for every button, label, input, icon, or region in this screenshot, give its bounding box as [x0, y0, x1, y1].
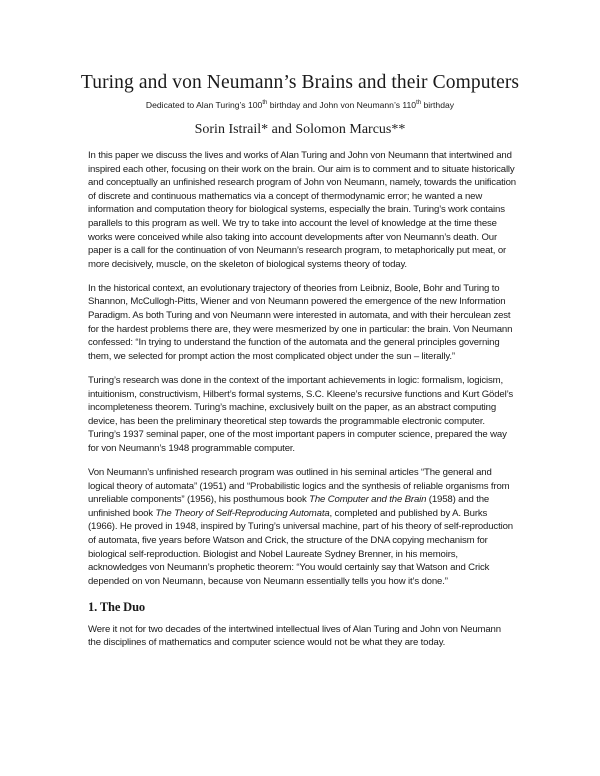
paper-title: Turing and von Neumann’s Brains and their Computers — [80, 72, 520, 93]
section-heading: 1. The Duo — [88, 599, 145, 614]
authors: Sorin Istrail* and Solomon Marcus** — [194, 122, 406, 137]
dedication-text-2: birthday and John von Neumann’s 110 — [267, 100, 417, 110]
dedication-sup-2: th — [416, 100, 422, 107]
dedication-text-3: birthday — [421, 100, 455, 110]
section-1-paragraph: Were it not for two decades of the intertwined intellectual lives of Alan Turing and John von Neumann the disciplines of mathematics and computer science would not be what they are today. — [88, 623, 501, 649]
book-title-computer-and-brain: The Computer and the Brain — [309, 494, 427, 506]
book-title-self-reproducing-automata: The Theory of Self-Reproducing Automata — [155, 507, 330, 519]
paragraph-4-text-a: Von Neumann’s unfinished research program was outlined in his seminal articles “The general and logical theory of automata” (1951) and “Probabilistic logics and the synthesis of reliable organisms from unreliable components” (1956), his posthumous book — [88, 466, 510, 506]
paragraph-1: In this paper we discuss the lives and works of Alan Turing and John von Neumann that intertwined and inspired each other, focusing on their work on the brain. Our aim is to comment and to situate historically and conceptually an unfinished research program of John von Neumann, namely, towards the unification of discrete and continuous mathematics via a concept of thermodynamic error; he wanted a new information and computation theory for biological systems, especially the brain. Turing’s work contains parallels to this program as well. We try to take into account the level of knowledge at the time these works were conceived while also taking into account developments after von Neumann’s death. Our paper is a call for the continuation of von Neumann’s research program, to metaphorically put meat, or more decisively, muscle, on the skeleton of biological systems theory of today. — [88, 150, 516, 270]
dedication-sup-1: th — [262, 100, 268, 107]
paragraph-3: Turing’s research was done in the context of the important achievements in logic: formalism, logicism, intuitionism, constructivism, Hilbert’s formal systems, S.C. Kleene’s recursive functions and Kurt Gödel’s incompleteness theorem. Turing’s machine, exclusively built on the paper, as an abstract computing device, has been the preliminary theoretical step towards the programmable electronic computer. Turing’s 1937 seminal paper, one of the most important papers in computer science, prepared the way for von Neumann’s 1948 programmable computer. — [88, 374, 514, 454]
dedication — [0, 100, 600, 110]
dedication-text-1: Dedicated to Alan Turing’s 100 — [145, 100, 263, 110]
paragraph-4-text-e: , completed and published by A. Burks (1966). He proved in 1948, inspired by Turing’s universal machine, part of his theory of self-reproduction of automata, five years before Watson and Crick, the structure of the DNA copying mechanism for biological self-reproduction. Biologist and Nobel Laureate Sydney Brenner, in his memoirs, acknowledges von Neumann’s prophetic theorem: “You would certainly say that Watson and Crick depended on von Neumann, because von Neumann essentially tells you how it’s done.” — [88, 507, 513, 587]
paper-body — [88, 149, 516, 661]
paragraph-2: In the historical context, an evolutionary trajectory of theories from Leibniz, Boole, Bohr and Turing to Shannon, McCullogh-Pitts, Wiener and von Neumann powered the emergence of the new Information Paradigm. As both Turing and von Neumann were interested in automata, and with their herculean zest for the hardest problems there are, they were mesmerized by one in particular: the brain. Von Neumann confessed: “In trying to understand the function of the automata and the general principles governing them, we selected for prompt action the most complicated object under the sun – literally.” — [88, 282, 513, 362]
paragraph-4-text-c: (1958) and the unfinished book — [88, 494, 490, 519]
paragraph-4 — [88, 466, 516, 588]
